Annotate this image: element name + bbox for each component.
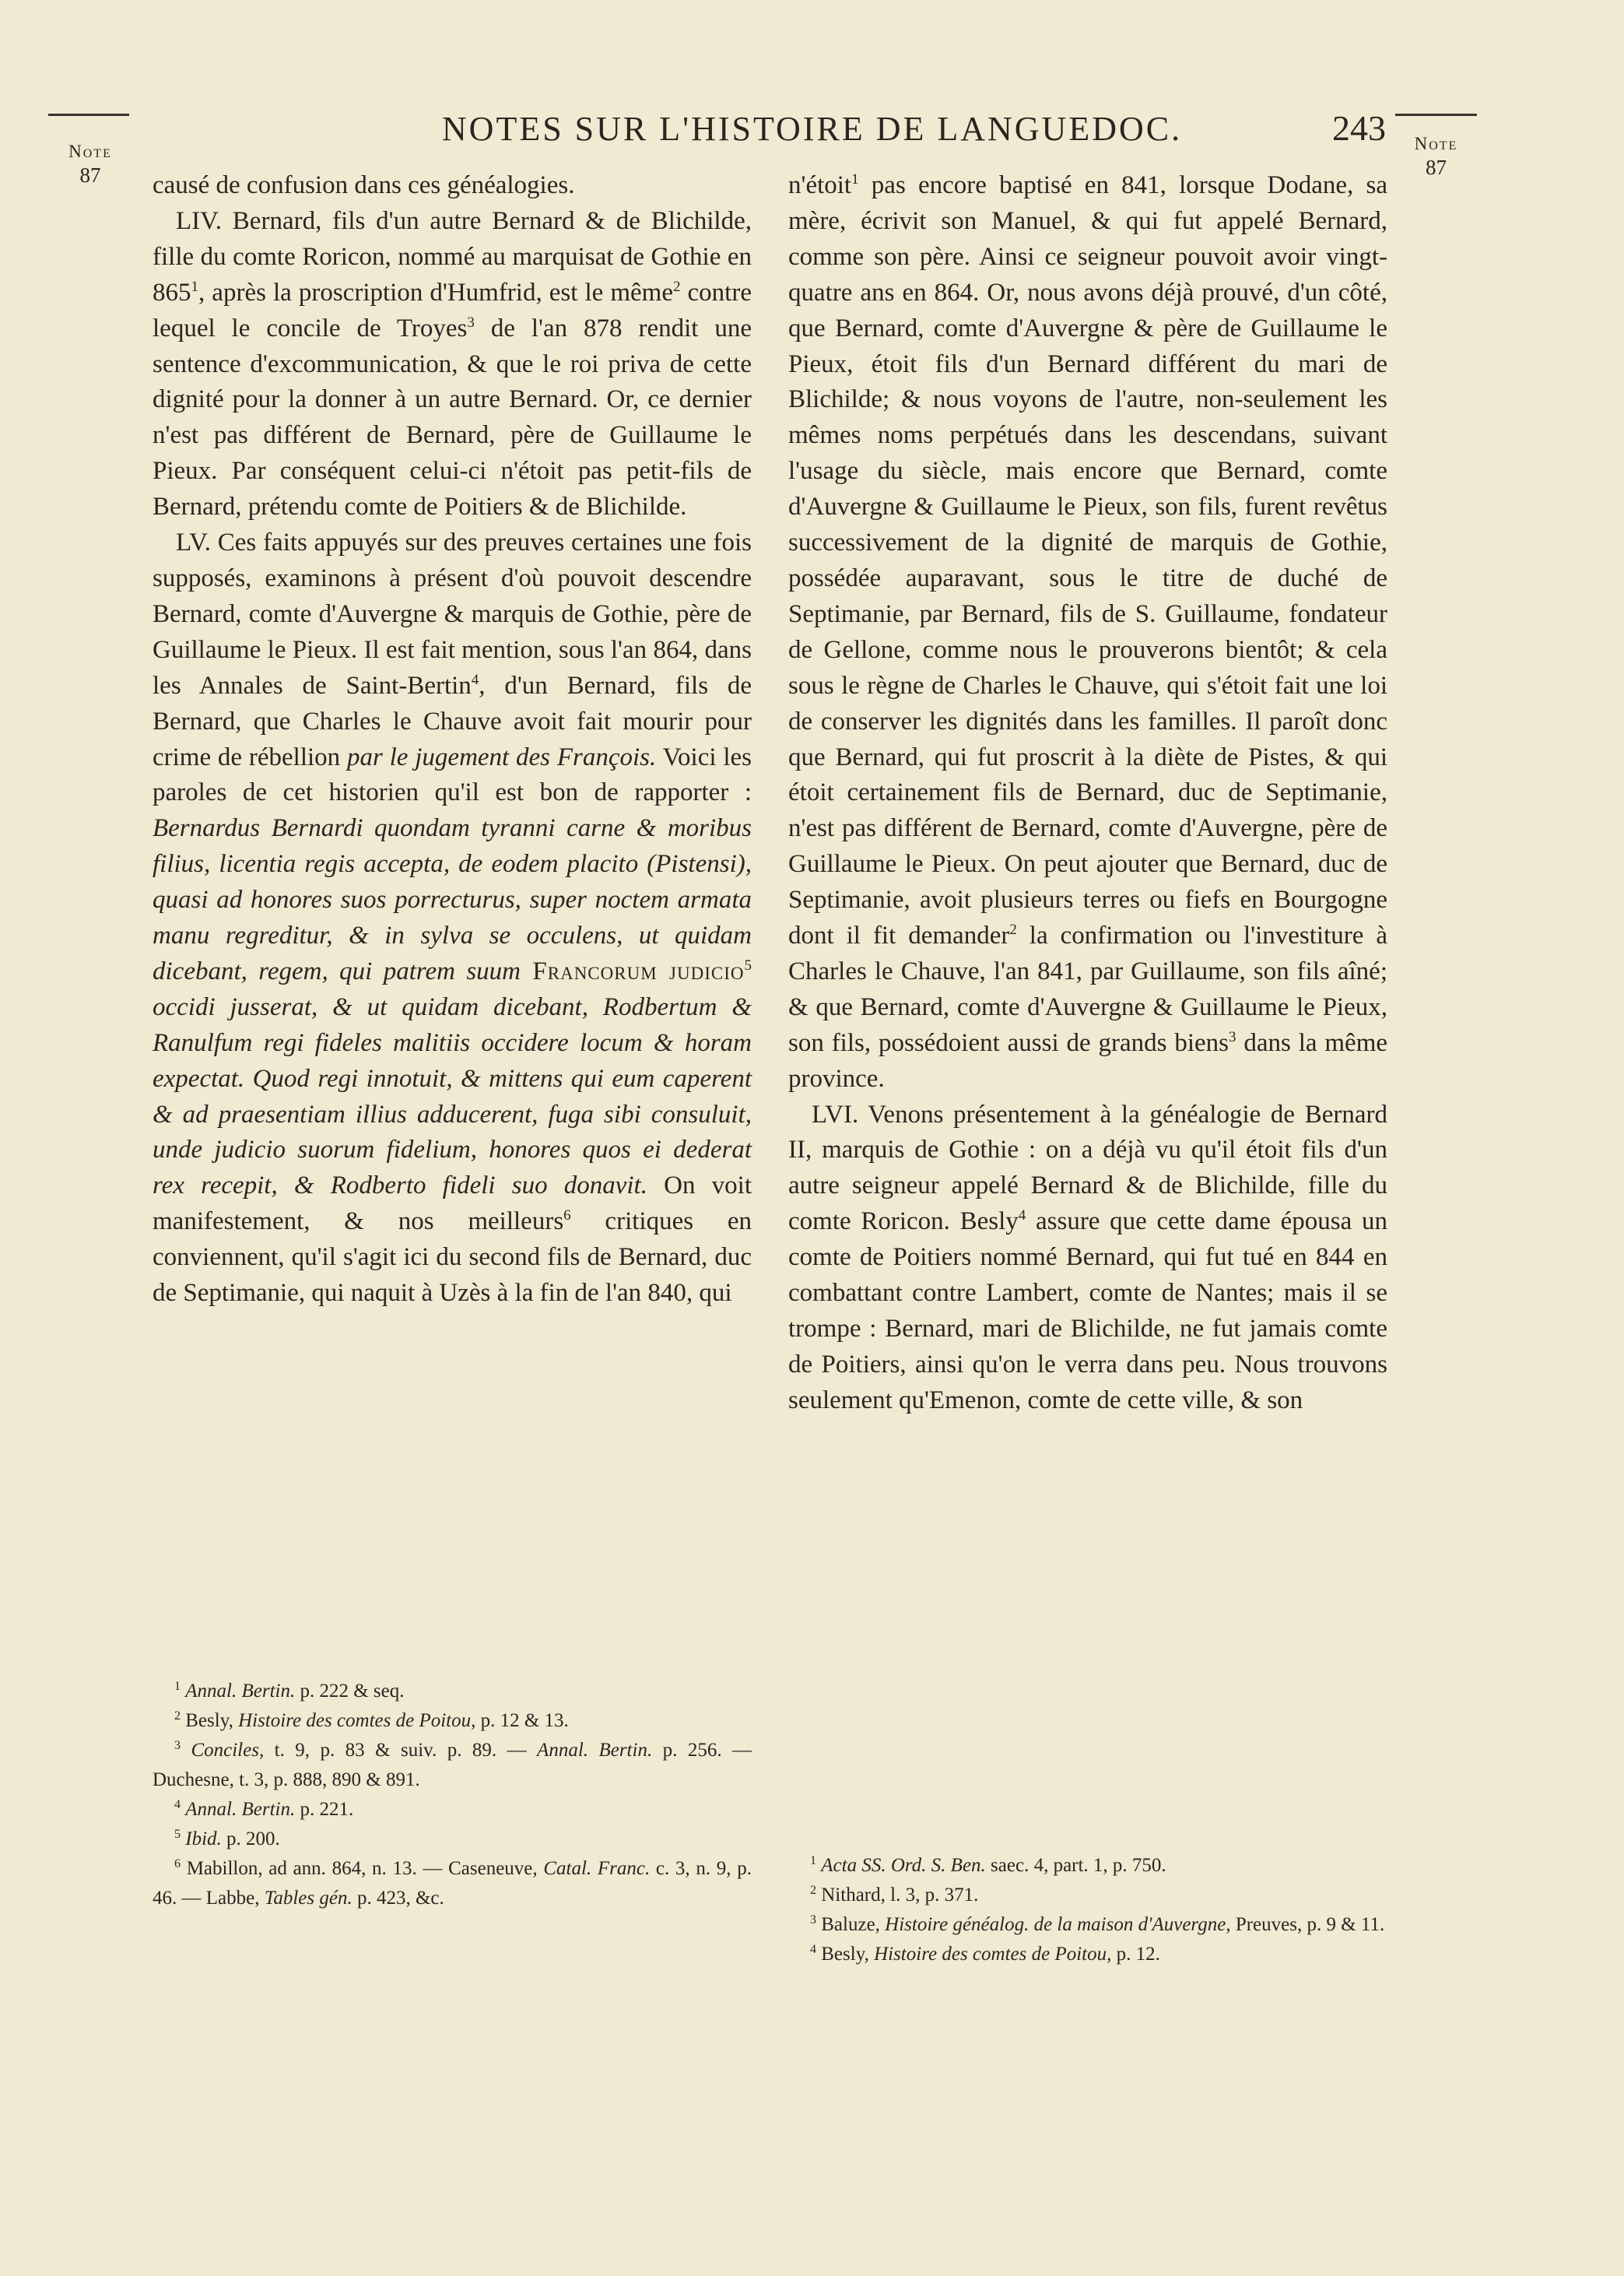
- margin-note-label: Note: [1414, 134, 1458, 153]
- footnote-ref: 3: [1229, 1028, 1236, 1045]
- footnote-ref: 1: [851, 171, 859, 188]
- footnote: $^1$ Acta SS. Ord. S. Ben. saec. 4, part. 1, p. 750.: [810, 1854, 1166, 1876]
- footnote: $^6$ Mabillon, ad ann. 864, n. 13. — Caseneuve, Catal. Franc. c. 3, n. 9, p. 46. — Labbe, Tables gén. p. 423, &c.: [153, 1857, 752, 1909]
- footnote: $^5$ Ibid. p. 200.: [174, 1828, 280, 1849]
- left-column: [153, 168, 752, 1312]
- footnote-ref: 6: [563, 1207, 571, 1224]
- footnote: $^2$ Nithard, l. 3, p. 371.: [810, 1884, 979, 1905]
- footnote: $^3$ Baluze, Histoire généalog. de la maison d'Auvergne, Preuves, p. 9 & 11.: [810, 1913, 1385, 1935]
- running-title: NOTES SUR L'HISTOIRE DE LANGUEDOC.: [441, 110, 1183, 148]
- footnote-ref: 2: [1009, 922, 1017, 939]
- paragraph: causé de confusion dans ces généalogies.: [153, 171, 575, 199]
- footnote: $^4$ Annal. Bertin. p. 221.: [174, 1798, 354, 1820]
- left-footnotes: [153, 1677, 752, 1913]
- margin-note-label: Note: [68, 142, 112, 161]
- footnote-ref: 5: [744, 957, 752, 974]
- margin-note-number: 87: [79, 163, 101, 187]
- footnote-ref: 4: [471, 671, 479, 688]
- footnote-ref: 4: [1018, 1207, 1026, 1224]
- paragraph: LV. Ces faits appuyés sur des preuves certaines une fois supposés, examinons à présent d'où pouvoit descendre Bernard, comte d'Auvergne & marquis de Gothie, père de Guillaume le Pieux. Il est fait mention, sous l'an 864, dans les Annales de Saint-Bertin$^4$, d'un Bernard, fils de Bernard, que Charles le Chauve avoit fait mourir pour crime de rébellion par le jugement des François. Voici les paroles de cet historien qu'il est bon de rapporter : Bernardus Bernardi quondam tyranni carne & moribus filius, licentia regis accepta, de eodem placito (Pistensi), quasi ad honores suos porrecturus, super noctem armata manu regreditur, & in sylva se occulens, ut quidam dicebant, regem, qui patrem suum Francorum judicio$^5$ occidi jusserat, & ut quidam dicebant, Rodbertum & Ranulfum regi fideles malitiis occidere locum & horam expectat. Quod regi innotuit, & mittens qui eum caperent & ad praesentiam illius adducerent, fuga sibi consuluit, unde judicio suorum fidelium, honores quos ei dederat rex recepit, & Rodberto fideli suo donavit. On voit manifestement, & nos meilleurs$^6$ critiques en conviennent, qu'il s'agit ici du second fils de Bernard, duc de Septimanie, qui naquit à Uzès à la fin de l'an 840, qui: [153, 529, 752, 1308]
- page-number: 243: [1332, 108, 1386, 148]
- margin-note-number: 87: [1426, 156, 1447, 179]
- footnote: $^3$ Conciles, t. 9, p. 83 & suiv. p. 89. — Annal. Bertin. p. 256. — Duchesne, t. 3, p. 888, 890 & 891.: [153, 1739, 752, 1790]
- paragraph: LIV. Bernard, fils d'un autre Bernard & de Blichilde, fille du comte Roricon, nommé au marquisat de Gothie en $865^1$, après la proscription d'Humfrid, est le même$^2$ contre lequel le concile de Troyes$^3$ de l'an 878 rendit une sentence d'excommunication, & que le roi priva de cette dignité pour la donner à un autre Bernard. Or, ce dernier n'est pas différent de Bernard, père de Guillaume le Pieux. Par conséquent celui-ci n'étoit pas petit-fils de Bernard, prétendu comte de Poitiers & de Blichilde.: [153, 206, 752, 522]
- footnote: $^2$ Besly, Histoire des comtes de Poitou, p. 12 & 13.: [174, 1709, 569, 1731]
- footnote-ref: 1: [191, 278, 198, 295]
- footnote-ref: 2: [672, 278, 681, 295]
- footnote-ref: 3: [467, 314, 475, 331]
- right-column: [788, 168, 1387, 1419]
- paragraph: LVI. Venons présentement à la généalogie de Bernard II, marquis de Gothie : on a déjà vu qu'il étoit fils d'un autre seigneur appelé Bernard & de Blichilde, fille du comte Roricon. Besly$^4$ assure que cette dame épousa un comte de Poitiers nommé Bernard, qui fut tué en 844 en combattant contre Lambert, comte de Nantes; mais il se trompe : Bernard, mari de Blichilde, ne fut jamais comte de Poitiers, ainsi qu'on le verra dans peu. Nous trouvons seulement qu'Emenon, comte de cette ville, & son: [788, 1100, 1387, 1414]
- footnote: $^1$ Annal. Bertin. p. 222 & seq.: [174, 1680, 405, 1702]
- right-footnotes: [788, 1851, 1387, 1969]
- footnote: $^4$ Besly, Histoire des comtes de Poitou, p. 12.: [810, 1943, 1160, 1965]
- paragraph: n'étoit$^1$ pas encore baptisé en 841, lorsque Dodane, sa mère, écrivit son Manuel, & qui fut appelé Bernard, comme son père. Ainsi ce seigneur pouvoit avoir vingt-quatre ans en 864. Or, nous avons déjà prouvé, d'un côté, que Bernard, comte d'Auvergne & père de Guillaume le Pieux, étoit fils d'un Bernard différent du mari de Blichilde; & nous voyons de l'autre, non-seulement les mêmes noms perpétués dans les descendans, suivant l'usage du siècle, mais encore que Bernard, comte d'Auvergne & Guillaume le Pieux, son fils, furent revêtus successivement de la dignité de marquis de Gothie, possédée auparavant, sous le titre de duché de Septimanie, par Bernard, fils de S. Guillaume, fondateur de Gellone, comme nous le prouverons bientôt; & cela sous le règne de Charles le Chauve, qui s'étoit fait une loi de conserver les dignités dans les familles. Il paroît donc que Bernard, qui fut proscrit à la diète de Pistes, & qui étoit certainement fils de Bernard, duc de Septimanie, n'est pas différent de Bernard, comte d'Auvergne, père de Guillaume le Pieux. On peut ajouter que Bernard, duc de Septimanie, avoit plusieurs terres ou fiefs en Bourgogne dont il fit demander$^2$ la confirmation ou l'investiture à Charles le Chauve, l'an 841, par Guillaume, son fils aîné; & que Bernard, comte d'Auvergne & Guillaume le Pieux, son fils, possédoient aussi de grands biens$^3$ dans la même province.: [788, 171, 1388, 1093]
